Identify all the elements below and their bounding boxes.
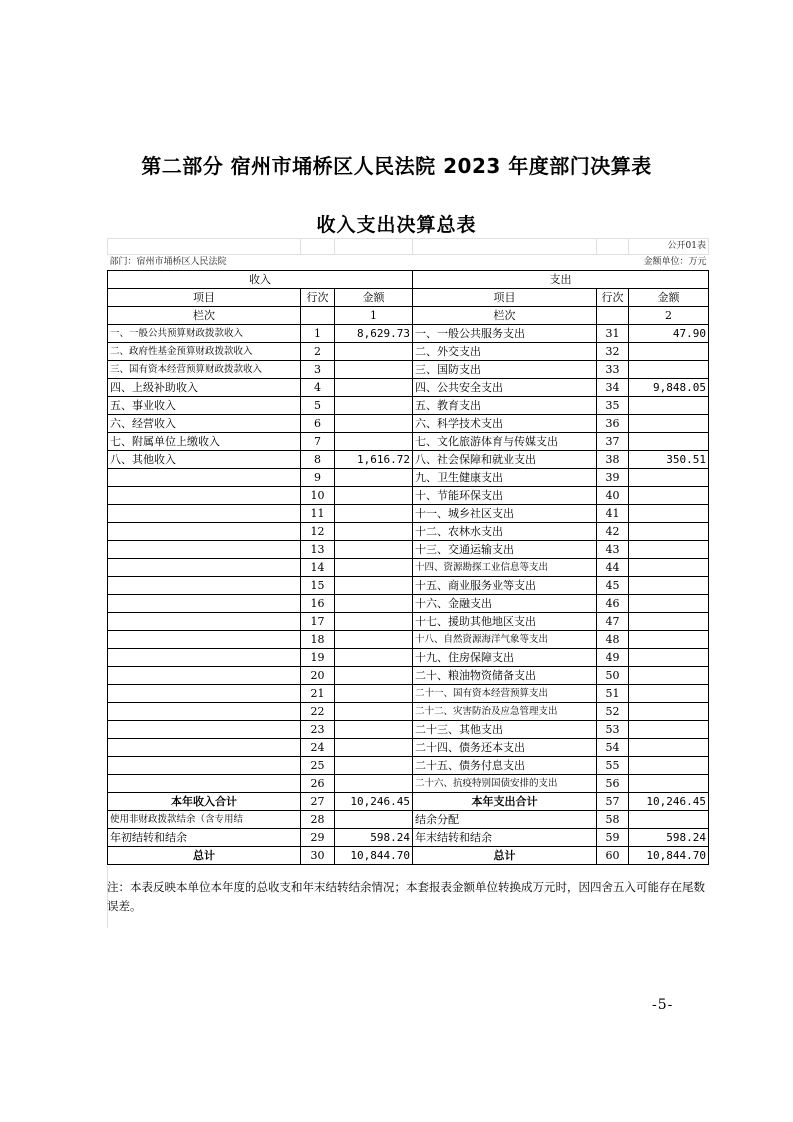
expense-amount [629,739,709,757]
expense-amount [629,505,709,523]
table-row [108,631,709,649]
expense-amount [629,613,709,631]
table-row [108,415,709,433]
expense-item: 二十一、国有资本经营预算支出 [413,685,597,703]
income-amount: 10,844.70 [335,847,413,865]
expense-item-header: 项目 [413,289,597,307]
expense-row-no: 43 [597,541,629,559]
expense-row-no: 37 [597,433,629,451]
income-item: 三、国有资本经营预算财政拨款收入 [108,361,301,379]
income-item: 八、其他收入 [108,451,301,469]
meta-row-dept [108,255,709,271]
income-item [108,757,301,775]
expense-item: 一、一般公共服务支出 [413,325,597,343]
table-row [108,343,709,361]
table-row [108,847,709,865]
table-row [108,595,709,613]
budget-table-container [107,238,708,865]
expense-item: 十二、农林水支出 [413,523,597,541]
expense-item: 三、国防支出 [413,361,597,379]
expense-amount [629,361,709,379]
column-header-row [108,289,709,307]
income-amount [335,721,413,739]
income-item: 七、附属单位上缴收入 [108,433,301,451]
income-amount: 1,616.72 [335,451,413,469]
income-row-no: 8 [301,451,335,469]
expense-row-no: 46 [597,595,629,613]
income-row-no: 28 [301,811,335,829]
expense-item: 七、文化旅游体育与传媒支出 [413,433,597,451]
table-row [108,793,709,811]
income-row-no: 14 [301,559,335,577]
income-row-no: 9 [301,469,335,487]
expense-amount [629,775,709,793]
expense-item: 本年支出合计 [413,793,597,811]
expense-amount [629,685,709,703]
income-amount [335,739,413,757]
income-amount: 598.24 [335,829,413,847]
income-item [108,523,301,541]
income-row-no: 23 [301,721,335,739]
income-item [108,505,301,523]
expense-amount [629,541,709,559]
income-row-no: 2 [301,343,335,361]
table-row [108,649,709,667]
income-row-no: 12 [301,523,335,541]
table-row [108,721,709,739]
expense-amount [629,397,709,415]
expense-item: 十三、交通运输支出 [413,541,597,559]
income-row-no: 29 [301,829,335,847]
expense-item: 二十六、抗疫特别国债安排的支出 [413,775,597,793]
income-item [108,487,301,505]
expense-amount: 9,848.05 [629,379,709,397]
income-amount [335,703,413,721]
expense-row-no: 36 [597,415,629,433]
expense-item: 八、社会保障和就业支出 [413,451,597,469]
table-row [108,505,709,523]
meta-row-code [108,239,709,255]
income-item: 本年收入合计 [108,793,301,811]
expense-row-no: 58 [597,811,629,829]
expense-item: 十、节能环保支出 [413,487,597,505]
income-item: 年初结转和结余 [108,829,301,847]
income-row-no: 24 [301,739,335,757]
income-amount [335,667,413,685]
income-amount [335,631,413,649]
income-row-no: 10 [301,487,335,505]
expense-item: 总计 [413,847,597,865]
income-item-header: 项目 [108,289,301,307]
unit-label: 金额单位：万元 [629,255,709,271]
income-item [108,667,301,685]
table-row [108,775,709,793]
footnote: 注：本表反映本单位本年度的总收支和年末结转结余情况；本套报表金额单位转换成万元时，因四舍五入可能存在尾数误差。 [107,880,705,913]
income-column-no-label: 栏次 [108,307,301,325]
income-item: 二、政府性基金预算财政拨款收入 [108,343,301,361]
expense-amount [629,487,709,505]
expense-row-no: 41 [597,505,629,523]
expense-item: 二十五、债务付息支出 [413,757,597,775]
expense-item: 二十二、灾害防治及应急管理支出 [413,703,597,721]
income-row-no: 30 [301,847,335,865]
expense-row-no: 31 [597,325,629,343]
column-index-row [108,307,709,325]
income-item [108,469,301,487]
expense-amount [629,721,709,739]
section-header-row [108,271,709,289]
expense-amount [629,631,709,649]
income-item [108,775,301,793]
income-item: 总计 [108,847,301,865]
expense-item: 十八、自然资源海洋气象等支出 [413,631,597,649]
income-row-no: 16 [301,595,335,613]
expense-row-no: 33 [597,361,629,379]
expense-row-no: 48 [597,631,629,649]
income-row-no: 5 [301,397,335,415]
table-row [108,361,709,379]
income-item: 使用非财政拨款结余（含专用结 [108,811,301,829]
income-amount [335,649,413,667]
income-row-no: 19 [301,649,335,667]
expense-item: 结余分配 [413,811,597,829]
expense-amount [629,559,709,577]
income-amount [335,595,413,613]
expense-amount [629,433,709,451]
income-item [108,595,301,613]
expense-amount [629,649,709,667]
expense-amount: 10,844.70 [629,847,709,865]
table-row [108,487,709,505]
income-amount [335,379,413,397]
expense-item: 十一、城乡社区支出 [413,505,597,523]
expense-row-no: 42 [597,523,629,541]
income-item [108,649,301,667]
expense-amount [629,703,709,721]
expense-item: 十九、住房保障支出 [413,649,597,667]
expense-item: 十六、金融支出 [413,595,597,613]
table-row [108,757,709,775]
income-amount-header: 金额 [335,289,413,307]
income-amount [335,523,413,541]
income-amount [335,541,413,559]
expense-item: 六、科学技术支出 [413,415,597,433]
expense-item: 二十、粮油物资储备支出 [413,667,597,685]
income-row-no: 15 [301,577,335,595]
table-row [108,703,709,721]
income-item [108,631,301,649]
expense-amount: 47.90 [629,325,709,343]
table-row [108,829,709,847]
income-amount [335,361,413,379]
expense-row-no: 50 [597,667,629,685]
budget-table [107,238,709,865]
expense-amount [629,757,709,775]
expense-amount: 350.51 [629,451,709,469]
expense-amount [629,343,709,361]
table-row [108,667,709,685]
page-title: 第二部分 宿州市埇桥区人民法院 2023 年度部门决算表 [141,154,652,178]
income-item: 六、经营收入 [108,415,301,433]
income-amount: 8,629.73 [335,325,413,343]
income-row-no: 17 [301,613,335,631]
table-row [108,523,709,541]
income-header: 收入 [108,271,413,289]
table-row [108,613,709,631]
income-item [108,613,301,631]
table-row [108,469,709,487]
income-row-no: 13 [301,541,335,559]
expense-amount-header: 金额 [629,289,709,307]
income-row-no: 21 [301,685,335,703]
income-item [108,685,301,703]
income-amount [335,775,413,793]
expense-amount [629,811,709,829]
expense-row-no: 34 [597,379,629,397]
income-row-no: 18 [301,631,335,649]
expense-row-no: 44 [597,559,629,577]
expense-row-no: 57 [597,793,629,811]
expense-item: 四、公共安全支出 [413,379,597,397]
expense-amount [629,595,709,613]
table-row [108,685,709,703]
expense-amount [629,523,709,541]
expense-amount [629,469,709,487]
income-amount [335,415,413,433]
expense-amount [629,667,709,685]
income-amount [335,811,413,829]
expense-item: 五、教育支出 [413,397,597,415]
income-row-no: 22 [301,703,335,721]
expense-row-no: 38 [597,451,629,469]
expense-item: 十五、商业服务业等支出 [413,577,597,595]
expense-header: 支出 [413,271,709,289]
expense-row-no: 51 [597,685,629,703]
expense-row-no: 49 [597,649,629,667]
expense-amount [629,577,709,595]
table-row [108,451,709,469]
expense-item: 十七、援助其他地区支出 [413,613,597,631]
expense-row-no: 40 [597,487,629,505]
expense-column-index: 2 [629,307,709,325]
expense-amount: 598.24 [629,829,709,847]
expense-row-no: 45 [597,577,629,595]
table-title: 收入支出决算总表 [316,214,477,236]
expense-item: 二十四、债务还本支出 [413,739,597,757]
department-label: 部门：宿州市埇桥区人民法院 [108,255,597,271]
income-item [108,721,301,739]
table-code: 公开01表 [629,239,709,255]
expense-amount: 10,246.45 [629,793,709,811]
expense-row-no: 59 [597,829,629,847]
income-item: 四、上级补助收入 [108,379,301,397]
expense-item: 二、外交支出 [413,343,597,361]
expense-row-no: 35 [597,397,629,415]
income-amount [335,469,413,487]
expense-rowno-header: 行次 [597,289,629,307]
table-row [108,541,709,559]
income-item [108,739,301,757]
income-item: 一、一般公共预算财政拨款收入 [108,325,301,343]
table-row [108,397,709,415]
expense-row-no: 47 [597,613,629,631]
income-item [108,577,301,595]
income-row-no: 20 [301,667,335,685]
income-rowno-header: 行次 [301,289,335,307]
expense-row-no: 39 [597,469,629,487]
income-amount [335,505,413,523]
income-row-no: 11 [301,505,335,523]
expense-row-no: 52 [597,703,629,721]
expense-row-no: 53 [597,721,629,739]
income-row-no: 25 [301,757,335,775]
income-amount [335,577,413,595]
income-amount [335,343,413,361]
table-row [108,811,709,829]
income-amount [335,559,413,577]
income-row-no: 3 [301,361,335,379]
income-amount [335,757,413,775]
income-amount [335,397,413,415]
expense-item: 年末结转和结余 [413,829,597,847]
income-row-no: 27 [301,793,335,811]
income-row-no: 7 [301,433,335,451]
expense-item: 十四、资源勘探工业信息等支出 [413,559,597,577]
income-item [108,703,301,721]
expense-row-no: 60 [597,847,629,865]
income-item: 五、事业收入 [108,397,301,415]
expense-row-no: 32 [597,343,629,361]
income-item [108,559,301,577]
income-amount [335,433,413,451]
table-row [108,559,709,577]
income-amount: 10,246.45 [335,793,413,811]
expense-column-no-label: 栏次 [413,307,597,325]
income-amount [335,613,413,631]
income-row-no: 1 [301,325,335,343]
expense-row-no: 54 [597,739,629,757]
expense-amount [629,415,709,433]
expense-item: 二十三、其他支出 [413,721,597,739]
income-amount [335,685,413,703]
page-number: -5- [652,997,674,1013]
table-row [108,379,709,397]
income-row-no: 26 [301,775,335,793]
expense-row-no: 55 [597,757,629,775]
income-amount [335,487,413,505]
table-row [108,433,709,451]
income-item [108,541,301,559]
income-row-no: 4 [301,379,335,397]
table-row [108,325,709,343]
income-column-index: 1 [335,307,413,325]
expense-row-no: 56 [597,775,629,793]
income-row-no: 6 [301,415,335,433]
table-row [108,577,709,595]
table-row [108,739,709,757]
expense-item: 九、卫生健康支出 [413,469,597,487]
